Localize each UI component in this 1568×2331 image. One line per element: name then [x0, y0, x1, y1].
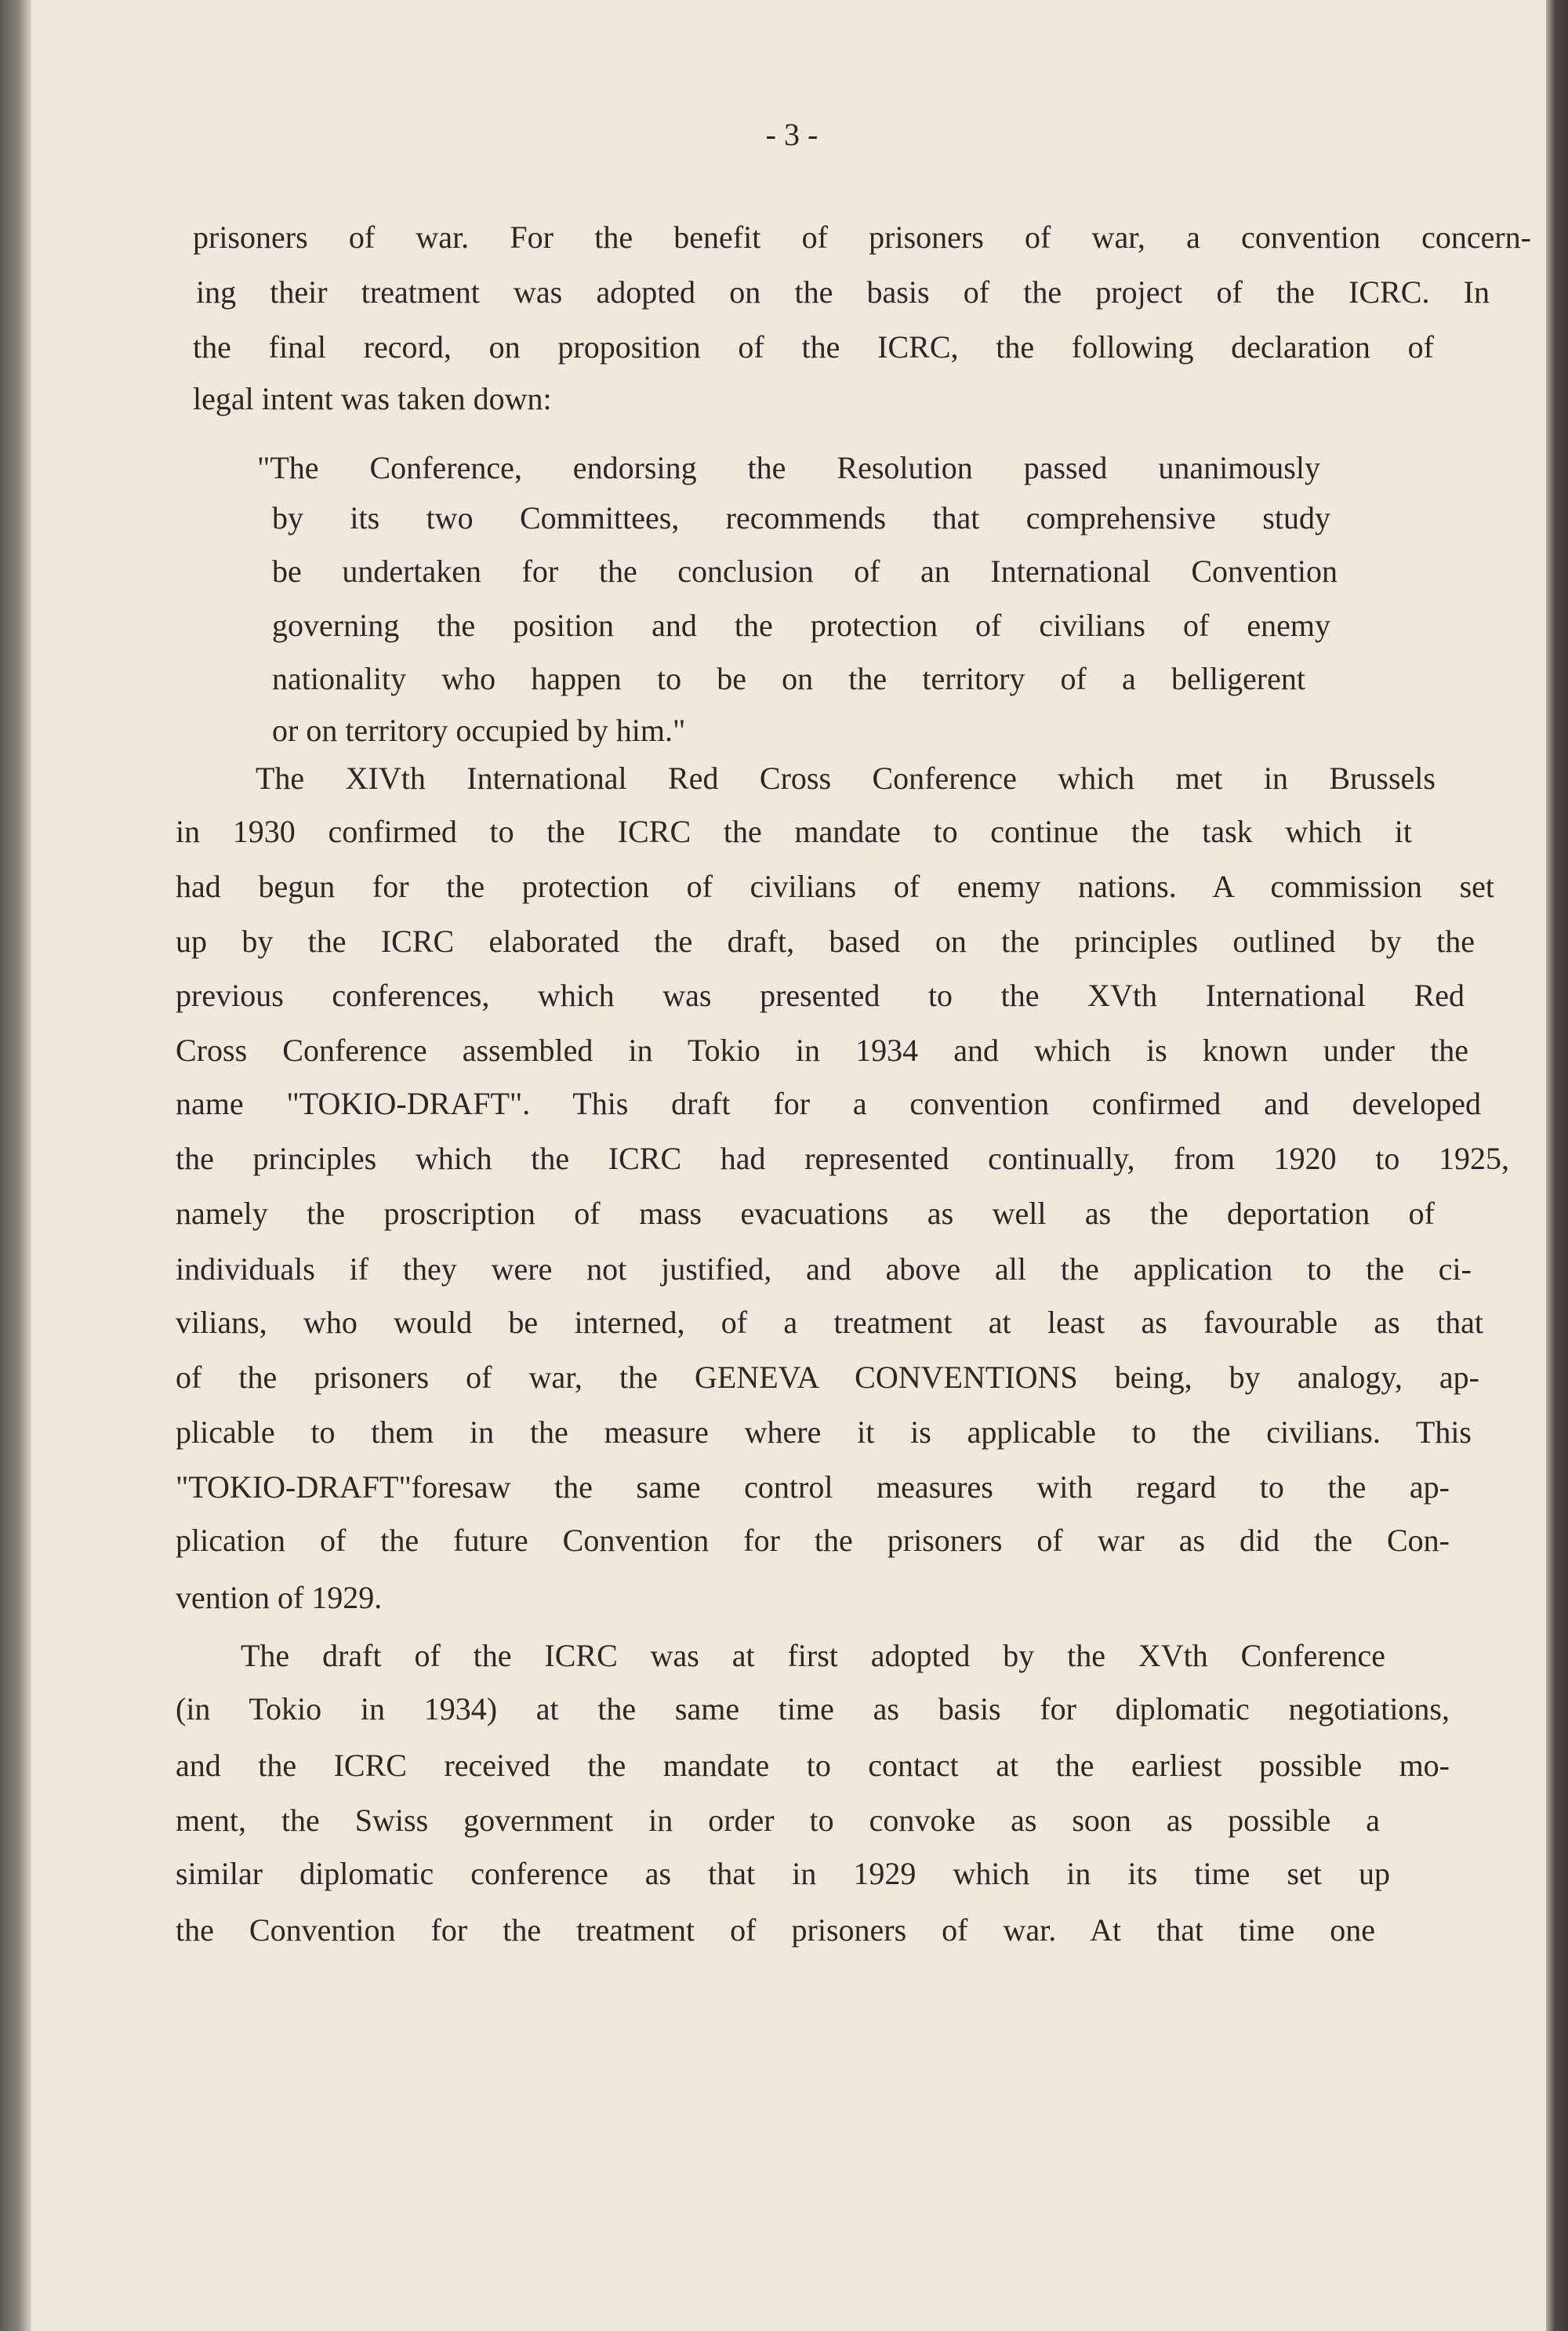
text-line: individuals if they were not justified, and above all the application to the ci-	[176, 1251, 1472, 1287]
text-line: The draft of the ICRC was at first adopted by the XVth Conference	[241, 1638, 1385, 1673]
text-line: namely the proscription of mass evacuations as well as the deportation of	[176, 1196, 1435, 1231]
text-line: (in Tokio in 1934) at the same time as basis for diplomatic negotiations,	[176, 1691, 1450, 1726]
text-line: in 1930 confirmed to the ICRC the mandate to continue the task which it	[176, 814, 1412, 849]
text-line: the final record, on proposition of the ICRC, the following declaration of	[193, 329, 1434, 365]
text-line: nationality who happen to be on the territory of a belligerent	[272, 661, 1305, 696]
text-line: vention of 1929.	[176, 1580, 383, 1615]
text-line: and the ICRC received the mandate to contact at the earliest possible mo-	[176, 1748, 1450, 1783]
text-line: The XIVth International Red Cross Conference which met in Brussels	[256, 761, 1436, 796]
text-line: plication of the future Convention for the prisoners of war as did the Con-	[176, 1523, 1450, 1558]
page-number: - 3 -	[765, 117, 818, 152]
text-line: up by the ICRC elaborated the draft, based on the principles outlined by the	[176, 924, 1475, 959]
scan-left-edge	[0, 0, 31, 2331]
text-line: governing the position and the protection of civilians of enemy	[272, 608, 1330, 643]
text-line: previous conferences, which was presented to the XVth International Red	[176, 978, 1465, 1013]
text-line: vilians, who would be interned, of a treatment at least as favourable as that	[176, 1305, 1483, 1340]
text-line: "The Conference, endorsing the Resolution passed unanimously	[257, 450, 1320, 485]
text-line: Cross Conference assembled in Tokio in 1934 and which is known under the	[176, 1033, 1468, 1068]
text-line: name "TOKIO-DRAFT". This draft for a convention confirmed and developed	[176, 1086, 1481, 1121]
text-line: prisoners of war. For the benefit of prisoners of war, a convention concern-	[193, 220, 1531, 255]
text-line: legal intent was taken down:	[193, 381, 552, 416]
text-line: had begun for the protection of civilians of enemy nations. A commission set	[176, 869, 1494, 904]
text-line: the principles which the ICRC had represented continually, from 1920 to 1925,	[176, 1141, 1509, 1176]
text-line: or on territory occupied by him."	[272, 713, 686, 748]
scan-right-edge	[1546, 0, 1568, 2331]
text-line: ing their treatment was adopted on the basis of the project of the ICRC. In	[196, 274, 1490, 310]
text-line: plicable to them in the measure where it is applicable to the civilians. This	[176, 1414, 1472, 1450]
text-line: "TOKIO-DRAFT"foresaw the same control measures with regard to the ap-	[176, 1469, 1450, 1505]
text-line: be undertaken for the conclusion of an International Convention	[272, 554, 1338, 589]
text-line: by its two Committees, recommends that comprehensive study	[272, 500, 1330, 536]
text-line: similar diplomatic conference as that in 1929 which in its time set up	[176, 1856, 1390, 1891]
text-line: the Convention for the treatment of prisoners of war. At that time one	[176, 1912, 1375, 1948]
text-line: ment, the Swiss government in order to convoke as soon as possible a	[176, 1803, 1380, 1838]
text-line: of the prisoners of war, the GENEVA CONVENTIONS being, by analogy, ap-	[176, 1360, 1479, 1395]
